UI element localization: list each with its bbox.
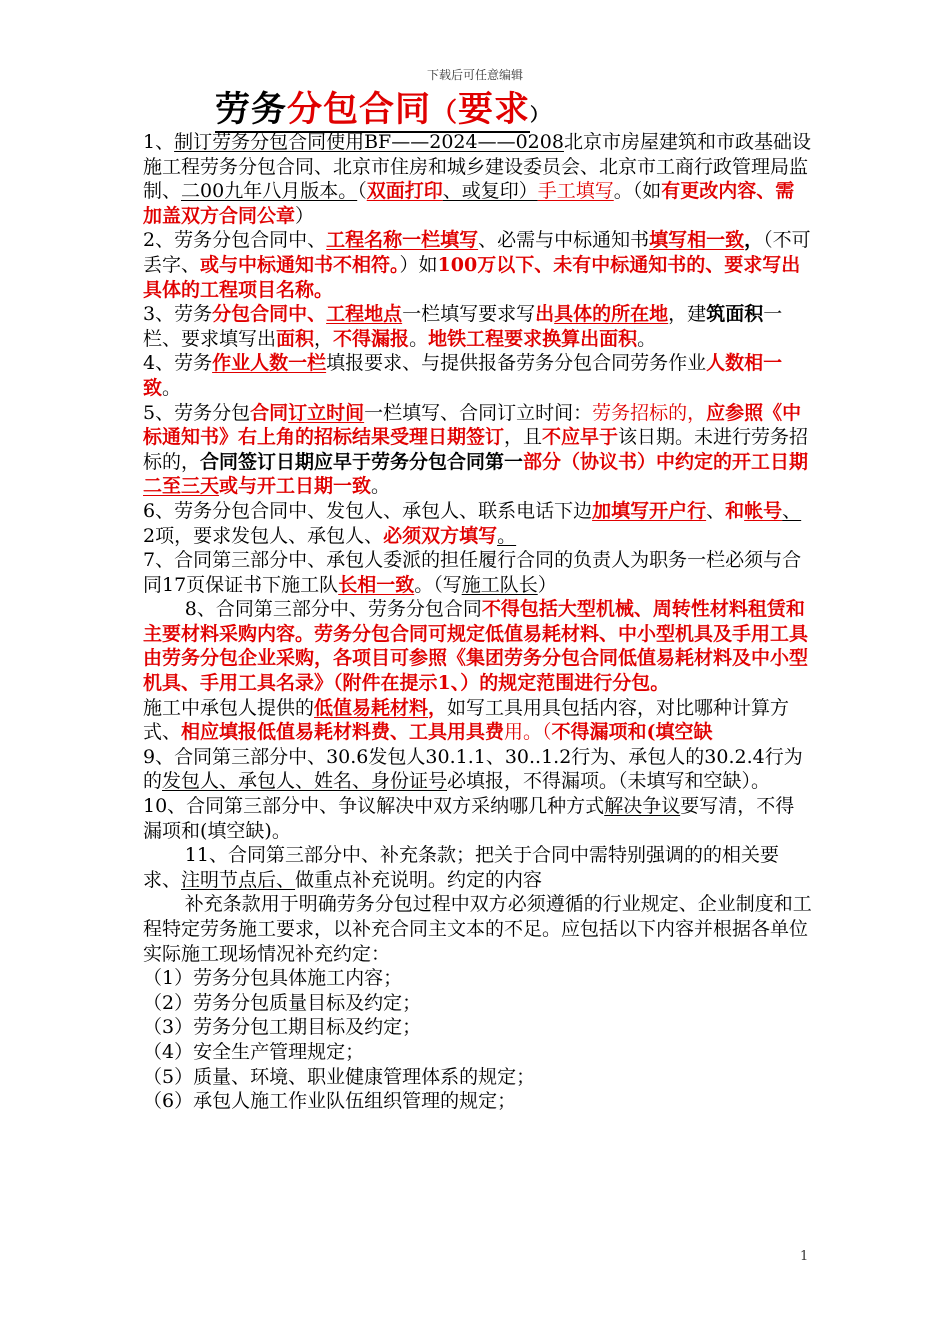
text-run: 部分（协议书）中约定的开工日期 [523, 450, 809, 473]
paragraph-4 [143, 351, 813, 400]
text-run: 不应早于 [542, 426, 619, 449]
text-run: 100万以下、未有中标通知书的、要求写出具体的工程项目名称。 [143, 253, 801, 301]
document-body [143, 130, 813, 1114]
text-run: 要写清，不得漏项和(填空缺)。 [143, 795, 795, 842]
text-run: 填报要求、与提供报备劳务分包合同劳务作业 [326, 352, 707, 375]
text-run: 相应填报低值易耗材料费、工具用具费 [181, 721, 505, 744]
paragraph-6 [143, 499, 813, 548]
text-run: 一栏填写、合同订立时间： [364, 401, 593, 424]
text-run: 。 [637, 327, 657, 350]
text-run: 二00九年八月版本。 [181, 180, 358, 203]
text-run: 、 [782, 499, 802, 522]
title-part-3: 要求 [458, 89, 531, 130]
text-run: 必须双方填写 [383, 524, 498, 547]
paragraph-8-continued [143, 696, 813, 745]
text-run: 不得漏报 [333, 327, 410, 350]
page-title [215, 82, 549, 132]
text-run: 。（写 [414, 573, 462, 596]
text-run: 具体的所在地 [554, 303, 669, 326]
text-run: 分包合同中、 [212, 303, 327, 326]
text-run: ） [295, 204, 315, 227]
text-run: ， [314, 327, 334, 350]
text-run: （1）劳务分包具体施工内容； [143, 967, 403, 990]
paragraph-10 [143, 794, 813, 843]
text-run: 、或复印） [442, 180, 538, 203]
text-run: ） [537, 573, 557, 596]
text-run: 。 [371, 475, 391, 498]
text-run: ）如 [399, 253, 438, 276]
text-run: 北京市房屋建筑和市政基础设施工程劳务分包合同、北京市住房和城乡建设委员会、北京市工商行政管理局监制、 [143, 131, 811, 203]
text-run: 9、合同第三部分中、30.6发包人30.1.1、30..1.2行为、承包人的30.2.4行为的 [143, 745, 803, 793]
title-part-1: 劳务 [215, 89, 288, 130]
text-run: （5）质量、环境、职业健康管理体系的规定； [143, 1065, 536, 1088]
text-run: ，且 [504, 426, 543, 449]
text-run: 不得包括大型机械、周转性材料租赁和主要材料采购内容。劳务分包合同可规定低值易耗材料、中小型机具及手用工具由劳务分包企业采购，各项目可参照《集团劳务分包合同低值易耗材料及中小型机具、手用工具名录》（附件在提示1、）的规定范围进行分包。 [143, 598, 809, 695]
list-item-3 [143, 1015, 813, 1040]
text-run: 、必需与中标通知书 [478, 229, 650, 252]
text-run: （4）安全生产管理规定； [143, 1040, 365, 1063]
paragraph-3 [143, 302, 813, 351]
text-run: 二至三天 [143, 475, 220, 498]
list-item-1 [143, 966, 813, 991]
list-item-4 [143, 1040, 813, 1065]
paragraph-5 [143, 401, 813, 499]
page-number: 1 [800, 1249, 809, 1264]
text-run: 补充条款用于明确劳务分包过程中双方必须遵循的行业规定、企业制度和工程特定劳务施工要求，以补充合同主文本的不足。应包括以下内容并根据各单位实际施工现场情况补充约定： [143, 893, 812, 965]
text-run: 有更改内容、需加盖双方合同公章 [143, 180, 795, 227]
text-run: （2）劳务分包质量目标及约定； [143, 991, 422, 1014]
text-run: 3、劳务 [143, 303, 213, 326]
text-run: 6、劳务分包合同中、发包人、承包人、联系电话下边 [143, 499, 593, 522]
text-run: 必填报，不得漏项。（未填写和空缺）。 [447, 770, 771, 793]
text-run: 1、 [143, 131, 175, 153]
text-run: 筑面积 [706, 303, 764, 326]
text-run: ， [744, 229, 764, 252]
text-run: 出 [535, 303, 555, 326]
text-run: 低值易耗材料 [314, 696, 429, 719]
text-run: 劳务招标的， [592, 401, 707, 424]
text-run: 解决争议 [604, 795, 681, 818]
text-run: 制订劳务分包合同使用BF——2024——0208 [174, 131, 564, 153]
text-run: 地铁工程要求换算出面积 [428, 327, 638, 350]
text-run: 如写工具用具包括内容，对比哪种计算方式、 [143, 696, 790, 744]
list-item-6 [143, 1089, 813, 1114]
paragraph-2 [143, 228, 813, 302]
text-run: 手工填写 [537, 180, 614, 203]
text-run: （ [357, 180, 367, 203]
text-run: 填写相一致 [649, 229, 745, 252]
text-run: 帐号 [744, 499, 783, 522]
text-run: 7、合同第三部分中、承包人委派的担任履行合同的负责人为职务一栏必须与合同17页保证书下施工队 [143, 549, 802, 596]
paragraph-8 [143, 597, 813, 695]
text-run: 施工中承包人提供的 [143, 696, 315, 719]
text-run: 。（如 [613, 180, 662, 203]
title-paren-open: （ [431, 98, 459, 128]
text-run: 做重点补充说明。约定的内容 [295, 868, 543, 891]
text-run: 11、合同第三部分中、补充条款；把关于合同中需特别强调的的相关要求、 [143, 844, 779, 891]
header-note: 下载后可任意编辑 [426, 68, 523, 82]
paragraph-9 [143, 745, 813, 794]
text-run: 加填写开户行 [592, 499, 707, 522]
paragraph-1 [143, 130, 813, 228]
title-underline [215, 89, 530, 133]
list-item-5 [143, 1065, 813, 1090]
text-run: 。 [409, 327, 429, 350]
text-run: 4、劳务 [143, 352, 213, 375]
text-run: 工程地点 [326, 303, 403, 326]
text-run: （3）劳务分包工期目标及约定； [143, 1016, 422, 1039]
text-run: 发包人、承包人、姓名、身份证号 [162, 770, 448, 793]
text-run: ，建 [668, 303, 707, 326]
text-run: 2、劳务分包合同中、 [143, 229, 327, 252]
text-run: 。 [162, 376, 182, 399]
text-run: 注明节点后、 [181, 868, 296, 891]
text-run: 人数相一致 [143, 352, 783, 399]
text-run: 长相一致 [338, 573, 415, 596]
text-run: 工程名称一栏填写 [326, 229, 479, 252]
text-run: 合同签订日期应早于劳务分包合同第一 [200, 450, 524, 473]
text-run: 、 [706, 499, 726, 522]
paragraph-7 [143, 548, 813, 597]
title-part-2: 分包合同 [287, 89, 432, 130]
text-run: （不可丢字、 [143, 229, 811, 276]
text-run: 或与开工日期一致 [219, 475, 372, 498]
text-run: 8、合同第三部分中、劳务分包合同 [184, 598, 482, 621]
text-run: 2项，要求发包人、承包人、 [143, 524, 384, 547]
text-run: 。 [497, 524, 517, 547]
text-run: 或与中标通知书不相符。 [200, 253, 400, 276]
text-run: 一栏填写要求写 [402, 303, 536, 326]
text-run: 5、劳务分包 [143, 401, 251, 424]
text-run: 该日期。未进行劳务招标的， [143, 426, 809, 473]
text-run: 不得漏项和(填空缺 [551, 721, 713, 744]
text-run: 作业人数一栏 [212, 352, 327, 375]
list-item-2 [143, 991, 813, 1016]
text-run: ， [428, 696, 448, 719]
text-run: 应参照《中标通知书》右上角的招标结果受理日期签订 [143, 401, 802, 449]
text-run: 10、合同第三部分中、争议解决中双方采纳哪几种方式 [143, 795, 605, 818]
text-run: 订立时间 [288, 401, 365, 424]
text-run: 面积 [276, 327, 315, 350]
text-run: 和 [725, 499, 745, 522]
paragraph-supplement [143, 892, 813, 966]
title-paren-close: ） [530, 105, 550, 126]
text-run: 施工队长 [461, 573, 538, 596]
text-run: 合同 [250, 401, 289, 424]
paragraph-11 [143, 843, 813, 892]
text-run: 用。（ [504, 721, 552, 744]
text-run: （6）承包人施工作业队伍组织管理的规定； [143, 1090, 517, 1113]
text-run: 双面打印 [366, 180, 443, 203]
text-run: 一栏、要求填写出 [143, 303, 783, 350]
